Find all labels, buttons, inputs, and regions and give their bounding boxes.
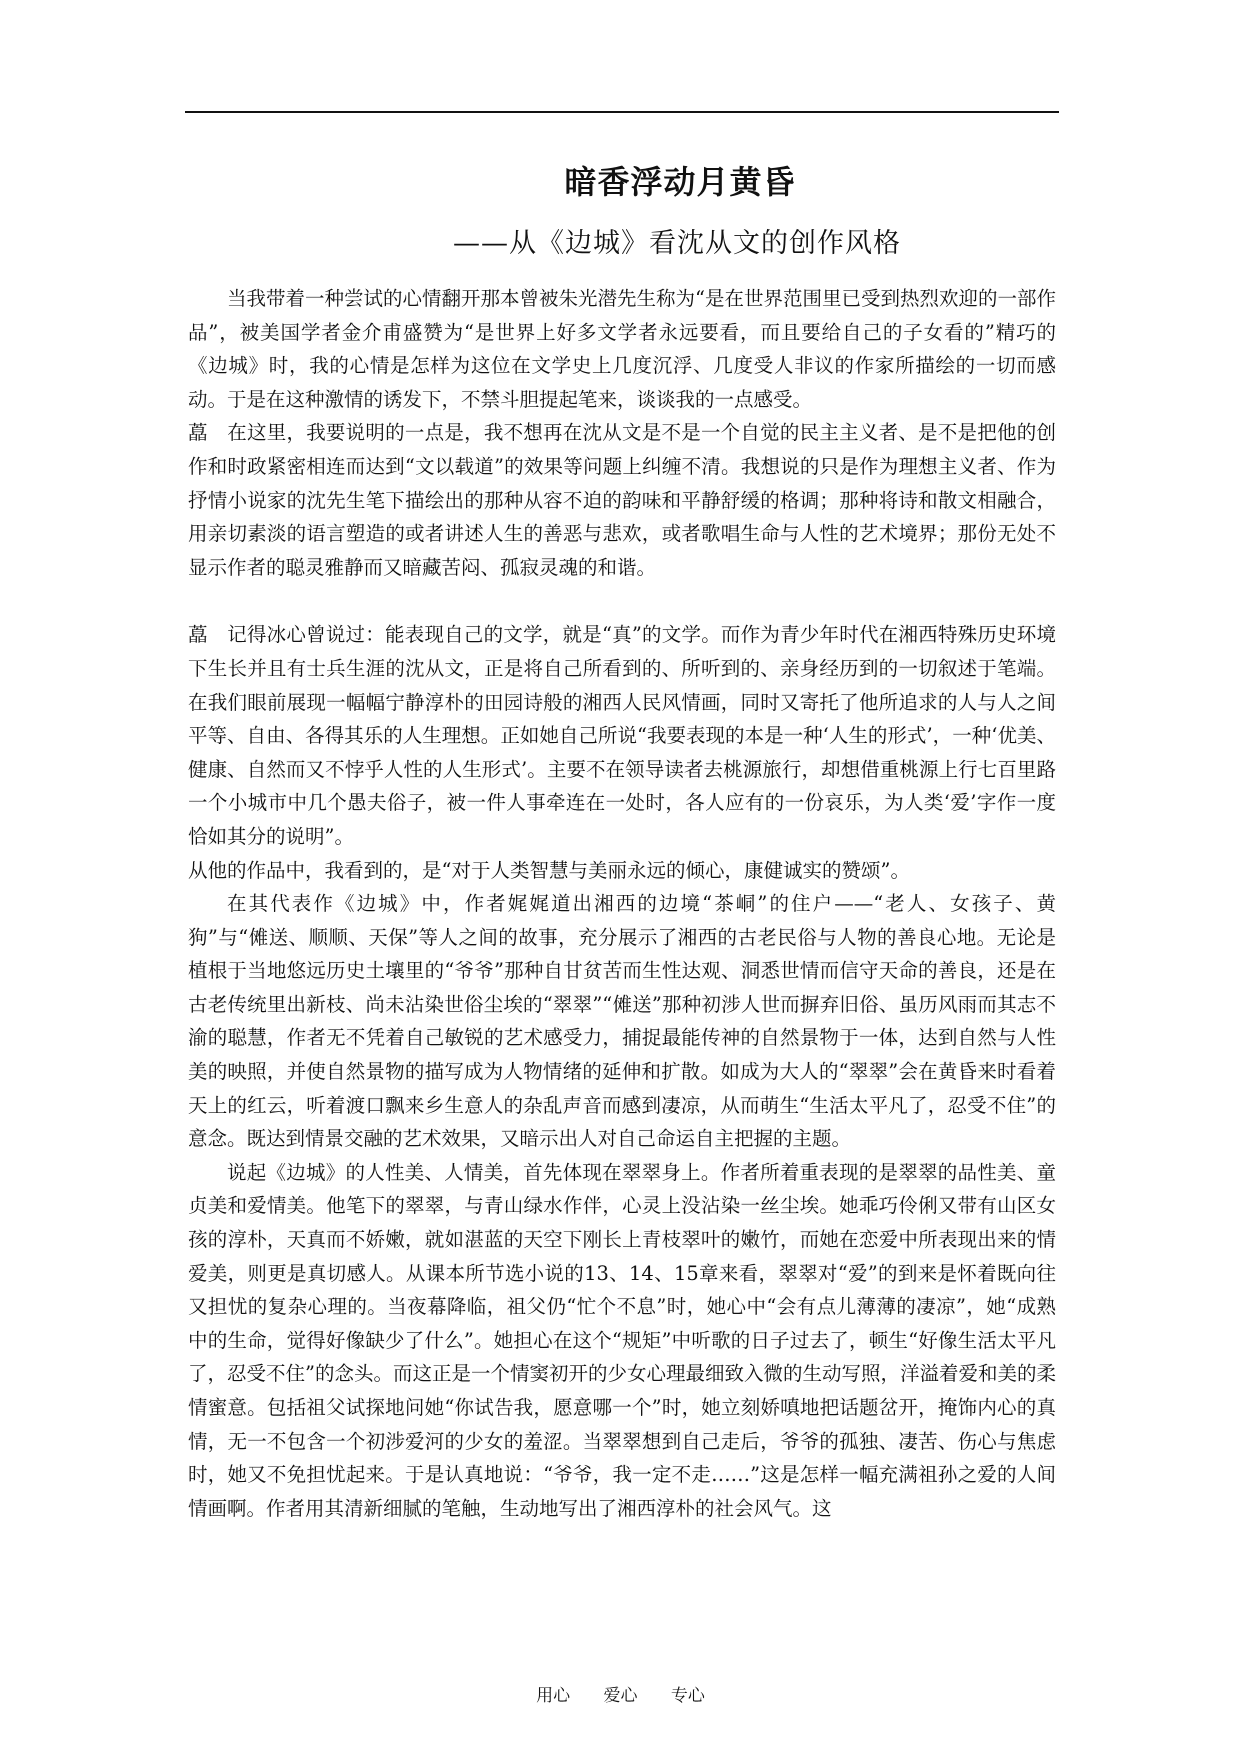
paragraph-text: 从他的作品中，我看到的，是“对于人类智慧与美丽永远的倾心，康健诚实的赞颂”。 — [188, 858, 910, 882]
paragraph-2 — [188, 416, 1056, 584]
paragraph-4 — [188, 854, 1056, 888]
paragraph-marker: 藠 — [188, 421, 208, 445]
paragraph-5 — [188, 887, 1056, 1156]
page-footer: 用心 爱心 专心 — [536, 1686, 705, 1706]
paragraph-text: 记得冰心曾说过：能表现自己的文学，就是“真”的文学。而作为青少年时代在湘西特殊历史环境下生长并且有士兵生涯的沈从文，正是将自己所看到的、所听到的、亲身经历到的一切叙述于笔端。在我们眼前展现一幅幅宁静淳朴的田园诗般的湘西人民风情画，同时又寄托了他所追求的人与人之间平等、自由、各得其乐的人生理想。正如她自己所说“我要表现的本是一种‘人生的形式’，一种‘优美、健康、自然而又不悖乎人性的人生形式’。主要不在领导读者去桃源旅行，却想借重桃源上行七百里路一个小城市中几个愚夫俗子，被一件人事牵连在一处时，各人应有的一份哀乐，为人类‘爱’字作一度恰如其分的说明”。 — [188, 623, 1056, 848]
paragraph-6 — [188, 1156, 1056, 1526]
paragraph-3 — [188, 618, 1056, 853]
article-subtitle: ——从《边城》看沈从文的创作风格 — [453, 228, 901, 259]
article-body — [188, 282, 1056, 1525]
paragraph-marker: 藠 — [188, 623, 208, 647]
paragraph-gap — [188, 584, 1056, 618]
paragraph-text: 在其代表作《边城》中，作者娓娓道出湘西的边境“茶峒”的住户——“老人、女孩子、黄狗”与“傩送、顺顺、天保”等人之间的故事，充分展示了湘西的古老民俗与人物的善良心地。无论是植根于当地悠远历史土壤里的“爷爷”那种自甘贫苦而生性达观、洞悉世情而信守天命的善良，还是在古老传统里出新枝、尚未沾染世俗尘埃的“翠翠”“傩送”那种初涉人世而摒弃旧俗、虽历风雨而其志不渝的聪慧，作者无不凭着自己敏锐的艺术感受力，捕捉最能传神的自然景物于一体，达到自然与人性美的映照，并使自然景物的描写成为人物情绪的延伸和扩散。如成为大人的“翠翠”会在黄昏来时看着天上的红云，听着渡口飘来乡生意人的杂乱声音而感到凄凉，从而萌生“生活太平凡了，忍受不住”的意念。既达到情景交融的艺术效果，又暗示出人对自己命运自主把握的主题。 — [188, 892, 1056, 1151]
article-title: 暗香浮动月黄昏 — [564, 163, 796, 201]
paragraph-1 — [188, 282, 1056, 416]
header-rule — [185, 111, 1059, 113]
paragraph-text: 说起《边城》的人性美、人情美，首先体现在翠翠身上。作者所着重表现的是翠翠的品性美、童贞美和爱情美。他笔下的翠翠，与青山绿水作伴，心灵上没沾染一丝尘埃。她乖巧伶俐又带有山区女孩的淳朴，天真而不娇嫩，就如湛蓝的天空下刚长上青枝翠叶的嫩竹，而她在恋爱中所表现出来的情爱美，则更是真切感人。从课本所节选小说的13、14、15章来看，翠翠对“爱”的到来是怀着既向往又担忧的复杂心理的。当夜幕降临，祖父仍“忙个不息”时，她心中“会有点儿薄薄的凄凉”，她“成熟中的生命，觉得好像缺少了什么”。她担心在这个“规矩”中听歌的日子过去了，顿生“好像生活太平凡了，忍受不住”的念头。而这正是一个情窦初开的少女心理最细致入微的生动写照，洋溢着爱和美的柔情蜜意。包括祖父试探地问她“你试告我，愿意哪一个”时，她立刻娇嗔地把话题岔开，掩饰内心的真情，无一不包含一个初涉爱河的少女的羞涩。当翠翠想到自己走后，爷爷的孤独、凄苦、伤心与焦虑时，她又不免担忧起来。于是认真地说：“爷爷，我一定不走……”这是怎样一幅充满祖孙之爱的人间情画啊。作者用其清新细腻的笔触，生动地写出了湘西淳朴的社会风气。这 — [188, 1160, 1056, 1520]
paragraph-text: 在这里，我要说明的一点是，我不想再在沈从文是不是一个自觉的民主主义者、是不是把他的创作和时政紧密相连而达到“文以载道”的效果等问题上纠缠不清。我想说的只是作为理想主义者、作为抒情小说家的沈先生笔下描绘出的那种从容不迫的韵味和平静舒缓的格调；那种将诗和散文相融合，用亲切素淡的语言塑造的或者讲述人生的善恶与悲欢，或者歌唱生命与人性的艺术境界；那份无处不显示作者的聪灵雅静而又暗藏苦闷、孤寂灵魂的和谐。 — [188, 421, 1056, 579]
paragraph-text: 当我带着一种尝试的心情翻开那本曾被朱光潜先生称为“是在世界范围里已受到热烈欢迎的一部作品”，被美国学者金介甫盛赞为“是世界上好多文学者永远要看，而且要给自己的子女看的”精巧的《边城》时，我的心情是怎样为这位在文学史上几度沉浮、几度受人非议的作家所描绘的一切而感动。于是在这种激情的诱发下，不禁斗胆提起笔来，谈谈我的一点感受。 — [188, 287, 1056, 411]
